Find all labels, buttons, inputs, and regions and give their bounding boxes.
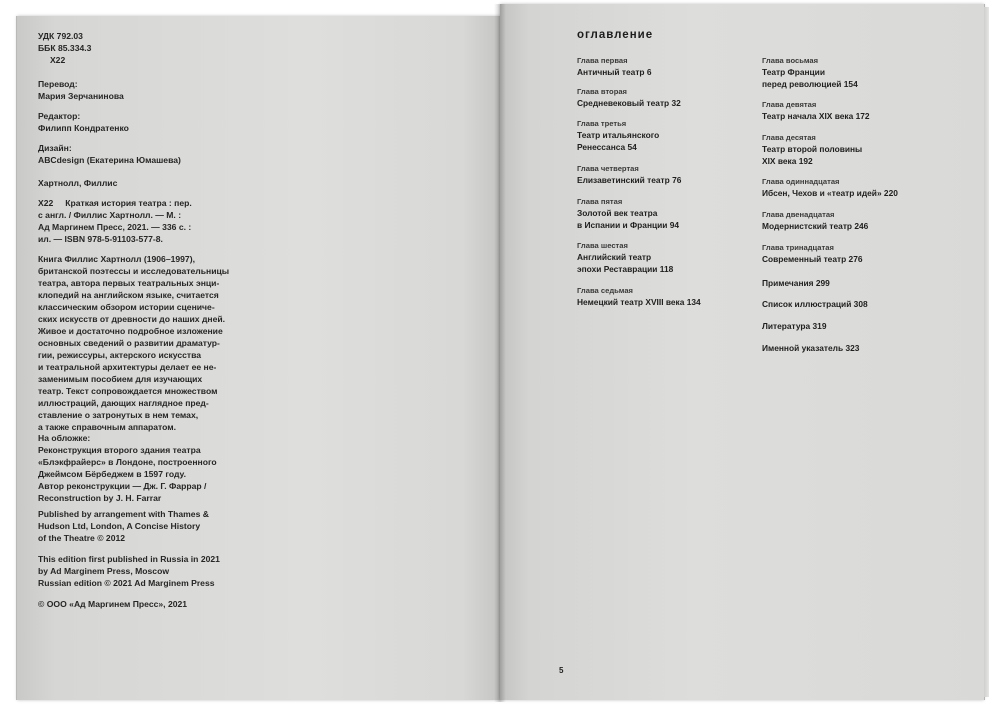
- toc-title-line: Елизаветинский театр 76: [577, 175, 682, 185]
- edition-note: [38, 553, 220, 589]
- toc-entry: [762, 242, 863, 265]
- toc-title-line: Античный театр 6: [577, 67, 652, 77]
- catalog-entry: [38, 197, 192, 245]
- toc-title: оглавление: [577, 29, 654, 41]
- author-mark: Х22: [38, 55, 66, 65]
- udk-code: УДК 792.03: [38, 31, 83, 41]
- toc-chapter: Глава двенадцатая: [762, 210, 835, 219]
- annotation-text: [38, 253, 229, 433]
- publisher-note: [38, 508, 209, 544]
- book-spine: [494, 4, 506, 702]
- toc-entry: [762, 132, 862, 167]
- toc-back-matter: [762, 298, 868, 310]
- toc-title-line: эпохи Реставрации 118: [577, 264, 674, 274]
- toc-back-matter: [762, 277, 830, 289]
- toc-title-line: Немецкий театр XVIII века 134: [577, 297, 701, 307]
- toc-entry: [762, 99, 870, 122]
- cover-note-line: Автор реконструкции — Дж. Г. Фаррар /: [38, 481, 207, 491]
- annotation-line: Книга Филлис Хартнолл (1906–1997),: [38, 254, 195, 264]
- toc-title-line: Театр итальянского: [577, 130, 660, 140]
- cover-note-line: Reconstruction by J. H. Farrar: [38, 493, 162, 503]
- design-label: Дизайн:: [38, 143, 72, 153]
- toc-chapter: Глава третья: [577, 119, 627, 128]
- toc-entry: [577, 86, 681, 109]
- design-credit: [38, 142, 181, 166]
- toc-title-line: Ренессанса 54: [577, 142, 637, 152]
- toc-chapter: Глава десятая: [762, 133, 816, 142]
- catalog-line: с англ. / Филлис Хартнолл. — М. :: [38, 210, 182, 220]
- toc-entry: [577, 55, 652, 78]
- classification-codes: [38, 30, 91, 66]
- toc-illustrations: Список иллюстраций 308: [762, 299, 868, 309]
- toc-title-line: Театр начала XIX века 172: [762, 111, 870, 121]
- cover-note-line: «Блэкфрайерс» в Лондоне, построенного: [38, 457, 217, 467]
- editor-credit: [38, 110, 129, 134]
- toc-chapter: Глава девятая: [762, 100, 817, 109]
- toc-title-line: Английский театр: [577, 252, 652, 262]
- annotation-line: театр. Текст сопровождается множеством: [38, 386, 218, 396]
- copyright-note: [38, 598, 187, 610]
- annotation-line: Живое и достаточно подробное изложение: [38, 326, 223, 336]
- toc-chapter: Глава тринадцатая: [762, 243, 834, 252]
- edition-note-line: This edition first published in Russia in 2021: [38, 554, 220, 564]
- toc-chapter: Глава одиннадцатая: [762, 177, 840, 186]
- catalog-line: Ад Маргинем Пресс, 2021. — 336 с. :: [38, 222, 192, 232]
- toc-chapter: Глава первая: [577, 56, 628, 65]
- edition-note-line: Russian edition © 2021 Ad Marginem Press: [38, 578, 215, 588]
- toc-title-line: Театр второй половины: [762, 144, 863, 154]
- editor-label: Редактор:: [38, 111, 81, 121]
- toc-chapter: Глава седьмая: [577, 286, 633, 295]
- catalog-line: Х22 Краткая история театра : пер.: [38, 198, 192, 208]
- toc-chapter: Глава вторая: [577, 87, 627, 96]
- annotation-line: а также справочным аппаратом.: [38, 422, 177, 432]
- annotation-line: ских искусств от древности до наших дней.: [38, 314, 226, 324]
- annotation-line: классическим обзором истории сцениче-: [38, 302, 215, 312]
- toc-index: Именной указатель 323: [762, 343, 860, 353]
- annotation-line: ставление о затронутых в нем темах,: [38, 410, 199, 420]
- annotation-line: клопедий на английском языке, считается: [38, 290, 219, 300]
- cover-note: [38, 432, 217, 504]
- toc-chapter: Глава пятая: [577, 197, 623, 206]
- toc-title-line: Современный театр 276: [762, 254, 863, 264]
- toc-title-line: перед революцией 154: [762, 79, 858, 89]
- designer-name: ABCdesign (Екатерина Юмашева): [38, 155, 181, 165]
- publisher-note-line: of the Theatre © 2012: [38, 533, 126, 543]
- copyright-line: © ООО «Ад Маргинем Пресс», 2021: [38, 599, 188, 609]
- toc-literature: Литература 319: [762, 321, 827, 331]
- annotation-line: и театральной архитектуры делает ее не-: [38, 362, 217, 372]
- toc-back-matter: [762, 342, 859, 354]
- annotation-line: иллюстраций, дающих наглядное пред-: [38, 398, 209, 408]
- toc-entry: [762, 176, 898, 199]
- translator-name: Мария Зерчанинова: [38, 91, 124, 101]
- toc-title-line: Театр Франции: [762, 67, 825, 77]
- annotation-line: заменимым пособием для изучающих: [38, 374, 203, 384]
- cover-note-line: Реконструкция второго здания театра: [38, 445, 201, 455]
- cover-note-line: На обложке:: [38, 433, 91, 443]
- toc-entry: [577, 118, 659, 153]
- annotation-line: основных сведений о развитии драматур-: [38, 338, 220, 348]
- bbk-code: ББК 85.334.3: [38, 43, 92, 53]
- toc-entry: [577, 285, 701, 308]
- translation-label: Перевод:: [38, 79, 78, 89]
- publisher-note-line: Published by arrangement with Thames &: [38, 509, 209, 519]
- editor-name: Филипп Кондратенко: [38, 123, 129, 133]
- toc-entry: [762, 209, 868, 232]
- toc-entry: [577, 163, 681, 186]
- toc-entry: [762, 55, 858, 90]
- right-page: [500, 4, 984, 700]
- toc-title-line: XIX века 192: [762, 156, 813, 166]
- annotation-line: британской поэтессы и исследовательницы: [38, 266, 230, 276]
- toc-chapter: Глава четвертая: [577, 164, 639, 173]
- annotation-line: гии, режиссуры, актерского искусства: [38, 350, 202, 360]
- author-heading: [38, 177, 117, 189]
- author-line: Хартнолл, Филлис: [38, 178, 118, 188]
- publisher-note-line: Hudson Ltd, London, A Concise History: [38, 521, 201, 531]
- cover-note-line: Джеймсом Бёрбеджем в 1597 году.: [38, 469, 186, 479]
- toc-chapter: Глава восьмая: [762, 56, 819, 65]
- toc-entry: [577, 240, 673, 275]
- toc-notes: Примечания 299: [762, 278, 830, 288]
- annotation-line: театра, автора первых театральных энци-: [38, 278, 220, 288]
- edition-note-line: by Ad Marginem Press, Moscow: [38, 566, 170, 576]
- translation-credit: [38, 78, 124, 102]
- toc-back-matter: [762, 320, 827, 332]
- catalog-line: ил. — ISBN 978-5-91103-577-8.: [38, 234, 163, 244]
- toc-title-line: Средневековый театр 32: [577, 98, 681, 108]
- toc-title-line: Модернистский театр 246: [762, 221, 869, 231]
- toc-title-line: в Испании и Франции 94: [577, 220, 680, 230]
- toc-entry: [577, 196, 679, 231]
- page-number: 5: [559, 666, 564, 675]
- toc-title-line: Золотой век театра: [577, 208, 658, 218]
- toc-chapter: Глава шестая: [577, 241, 628, 250]
- toc-title-line: Ибсен, Чехов и «театр идей» 220: [762, 188, 898, 198]
